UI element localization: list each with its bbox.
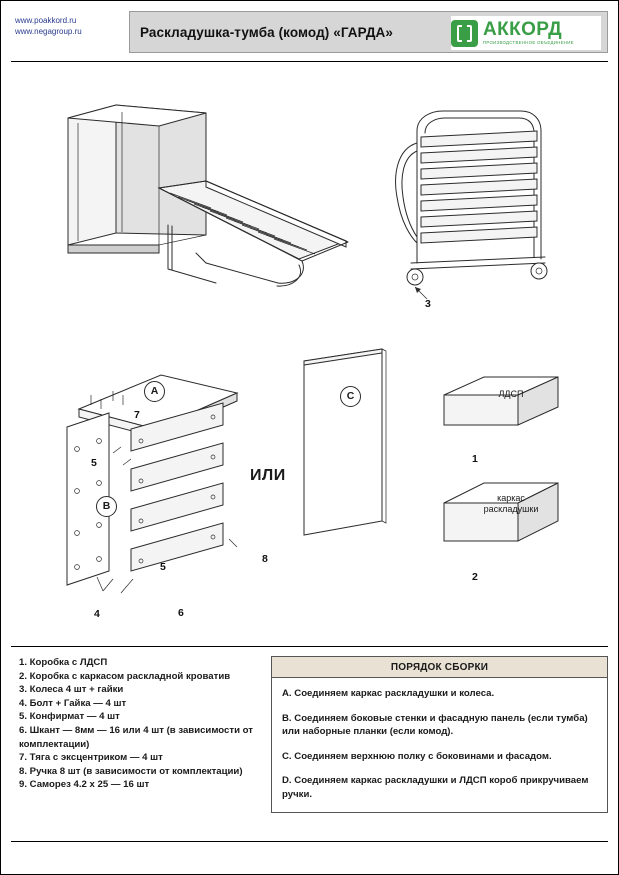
logo-cube-icon xyxy=(451,20,478,47)
assembly-step: C. Соединяем верхнюю полку с боковинами и фасадом. xyxy=(282,750,552,762)
assembly-step: B. Соединяем боковые стенки и фасадную панель (если тумба) или наборные планки (если комод). xyxy=(282,712,588,738)
callout-5b: 5 xyxy=(160,561,166,573)
website-link-1[interactable]: www.poakkord.ru xyxy=(15,16,77,25)
callout-b: B xyxy=(96,496,117,517)
figure-box-2 xyxy=(436,479,566,559)
box-1-number: 1 xyxy=(472,453,478,465)
website-links xyxy=(15,15,82,37)
logo-name: АККОРД xyxy=(483,19,563,41)
callout-5a: 5 xyxy=(91,457,97,469)
figure-box-1 xyxy=(436,373,566,443)
figure-open-bed xyxy=(56,93,356,303)
parts-list-item: 6. Шкант — 8мм — 16 или 4 шт (в зависимости от комплектации) xyxy=(19,724,253,750)
title-bar xyxy=(129,11,608,53)
parts-list-item: 4. Болт + Гайка — 4 шт xyxy=(19,697,127,709)
assembly-order-title: ПОРЯДОК СБОРКИ xyxy=(272,657,607,678)
parts-list-item: 5. Конфирмат — 4 шт xyxy=(19,711,120,723)
parts-list xyxy=(19,656,264,792)
callout-a: A xyxy=(144,381,165,402)
divider-middle xyxy=(11,646,608,647)
callout-7: 7 xyxy=(134,409,140,421)
figure-exploded-cabinet xyxy=(61,341,291,631)
callout-4: 4 xyxy=(94,608,100,620)
parts-list-item: 3. Колеса 4 шт + гайки xyxy=(19,684,124,696)
callout-3: 3 xyxy=(425,298,431,310)
or-label: ИЛИ xyxy=(250,467,286,484)
parts-list-item: 7. Тяга с эксцентриком — 4 шт xyxy=(19,752,163,764)
brand-logo xyxy=(451,16,601,50)
website-link-2[interactable]: www.negagroup.ru xyxy=(15,27,82,36)
figure-front-panel xyxy=(296,345,396,545)
page-header xyxy=(11,11,608,53)
box-2-label-line1: каркас xyxy=(497,493,525,503)
parts-list-item: 8. Ручка 8 шт (в зависимости от комплектации) xyxy=(19,765,243,777)
callout-8: 8 xyxy=(262,553,268,565)
parts-list-item: 2. Коробка с каркасом раскладной кроватив xyxy=(19,670,231,682)
divider-bottom xyxy=(11,841,608,842)
logo-subtitle: ПРОИЗВОДСТВЕННОЕ ОБЪЕДИНЕНИЕ xyxy=(483,40,574,46)
parts-list-item: 1. Коробка с ЛДСП xyxy=(19,657,108,668)
box-2-number: 2 xyxy=(472,571,478,583)
assembly-order-steps xyxy=(272,678,607,812)
figure-folded-bed xyxy=(381,97,571,297)
assembly-step: A. Соединяем каркас раскладушки и колеса. xyxy=(282,688,495,699)
box-1-label: ЛДСП xyxy=(498,389,524,399)
assembly-order-panel xyxy=(271,656,608,813)
assembly-step: D. Соединяем каркас раскладушки и ЛДСП короб прикручиваем ручки. xyxy=(282,775,589,800)
callout-c: C xyxy=(340,386,361,407)
divider-top xyxy=(11,61,608,62)
parts-list-item: 9. Саморез 4.2 х 25 — 16 шт xyxy=(19,779,150,791)
callout-6: 6 xyxy=(178,607,184,619)
box-2-label-line2: раскладушки xyxy=(483,504,539,514)
page-title: Раскладушка-тумба (комод) «ГАРДА» xyxy=(140,25,394,40)
